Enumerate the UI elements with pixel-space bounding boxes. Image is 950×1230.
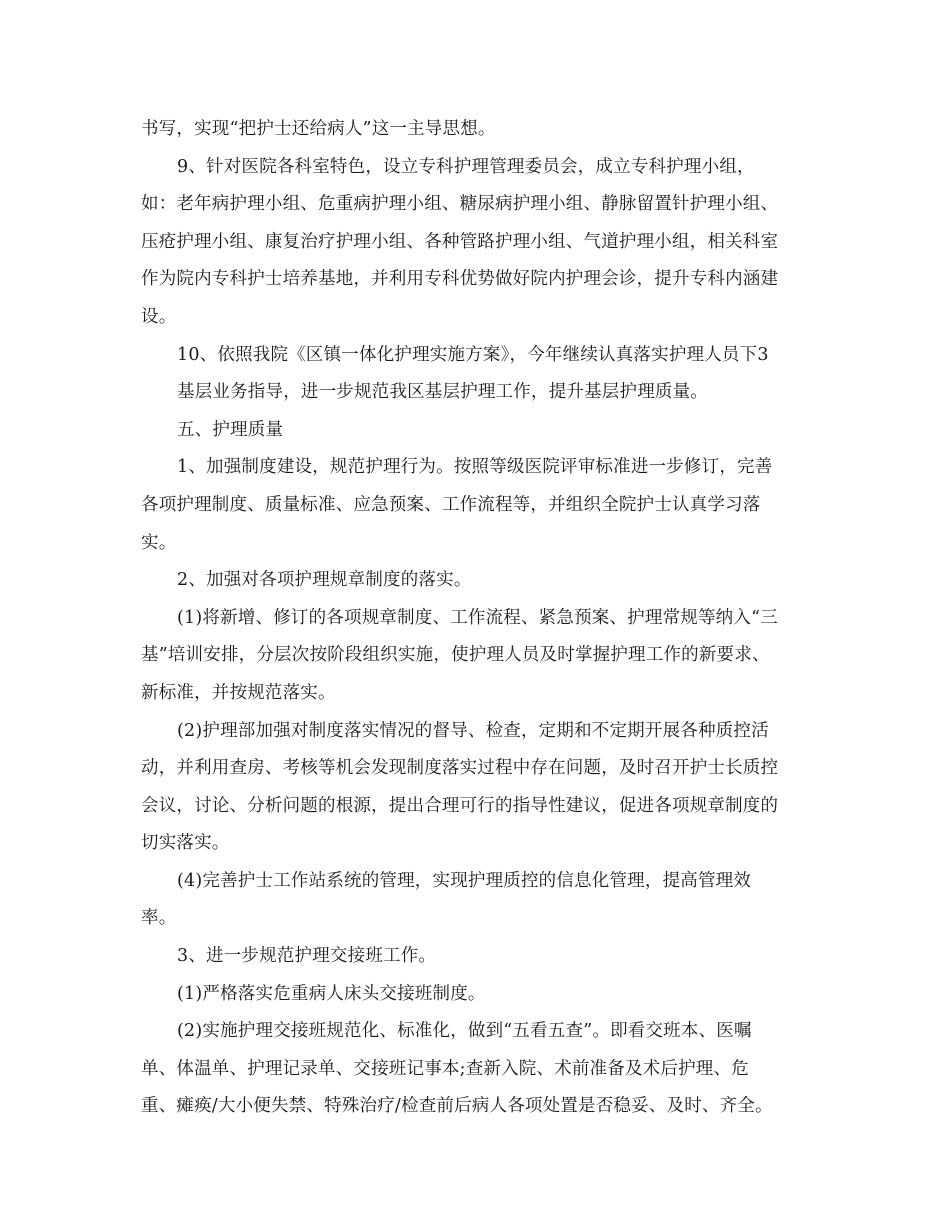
- paragraph-item-3: 3、进一步规范护理交接班工作。: [177, 946, 437, 967]
- text-line: 基”培训安排，分层次按阶段组织实施，使护理人员及时掌握护理工作的新要求、: [141, 645, 770, 666]
- text-line: 书写，实现“把护士还给病人”这一主导思想。: [141, 119, 496, 139]
- sub-item-2: (2)实施护理交接班规范化、标准化，做到“五看五查”。即看交班本、医嘱: [177, 1021, 752, 1042]
- paragraph-item-1: 1、加强制度建设，规范护理行为。按照等级医院评审标准进一步修订，完善: [177, 457, 773, 478]
- sub-item-1: (1)严格落实危重病人床头交接班制度。: [177, 983, 486, 1004]
- text-line: 如：老年病护理小组、危重病护理小组、糖尿病护理小组、静脉留置针护理小组、: [141, 194, 779, 215]
- text-line: 重、瘫痪/大小便失禁、特殊治疗/检查前后病人各项处置是否稳妥、及时、齐全。: [141, 1096, 773, 1117]
- text-line: 压疮护理小组、康复治疗护理小组、各种管路护理小组、气道护理小组，相关科室: [141, 231, 779, 252]
- text-line: 设。: [141, 306, 177, 327]
- text-line: 切实落实。: [141, 833, 230, 854]
- text-line: 实。: [141, 532, 177, 553]
- text-line: 率。: [141, 908, 177, 929]
- paragraph-item-9: 9、针对医院各科室特色，设立专科护理管理委员会，成立专科护理小组，: [177, 156, 755, 177]
- text-line: 作为院内专科护士培养基地，并利用专科优势做好院内护理会诊，提升专科内涵建: [141, 269, 779, 290]
- section-heading: 五、护理质量: [177, 419, 284, 440]
- document-body: [141, 111, 813, 1126]
- text-line: 会议，讨论、分析问题的根源，提出合理可行的指导性建议，促进各项规章制度的: [141, 795, 779, 816]
- text-line: 新标准，并按规范落实。: [141, 682, 336, 703]
- text-line: 动，并利用查房、考核等机会发现制度落实过程中存在问题，及时召开护士长质控: [141, 758, 779, 779]
- text-line: 单、体温单、护理记录单、交接班记事本;查新入院、术前准备及术后护理、危: [141, 1058, 749, 1079]
- paragraph-item-10: 10、依照我院《区镇一体化护理实施方案》，今年继续认真落实护理人员下3: [177, 344, 769, 365]
- sub-item-4: (4)完善护士工作站系统的管理，实现护理质控的信息化管理，提高管理效: [177, 870, 752, 891]
- text-line: 各项护理制度、质量标准、应急预案、工作流程等，并组织全院护士认真学习落: [141, 494, 761, 515]
- paragraph-item-2: 2、加强对各项护理规章制度的落实。: [177, 570, 472, 591]
- sub-item-2: (2)护理部加强对制度落实情况的督导、检查，定期和不定期开展各种质控活: [177, 720, 769, 741]
- text-line: 基层业务指导，进一步规范我区基层护理工作，提升基层护理质量。: [177, 382, 708, 403]
- sub-item-1: (1)将新增、修订的各项规章制度、工作流程、紧急预案、护理常规等纳入“三: [177, 607, 778, 628]
